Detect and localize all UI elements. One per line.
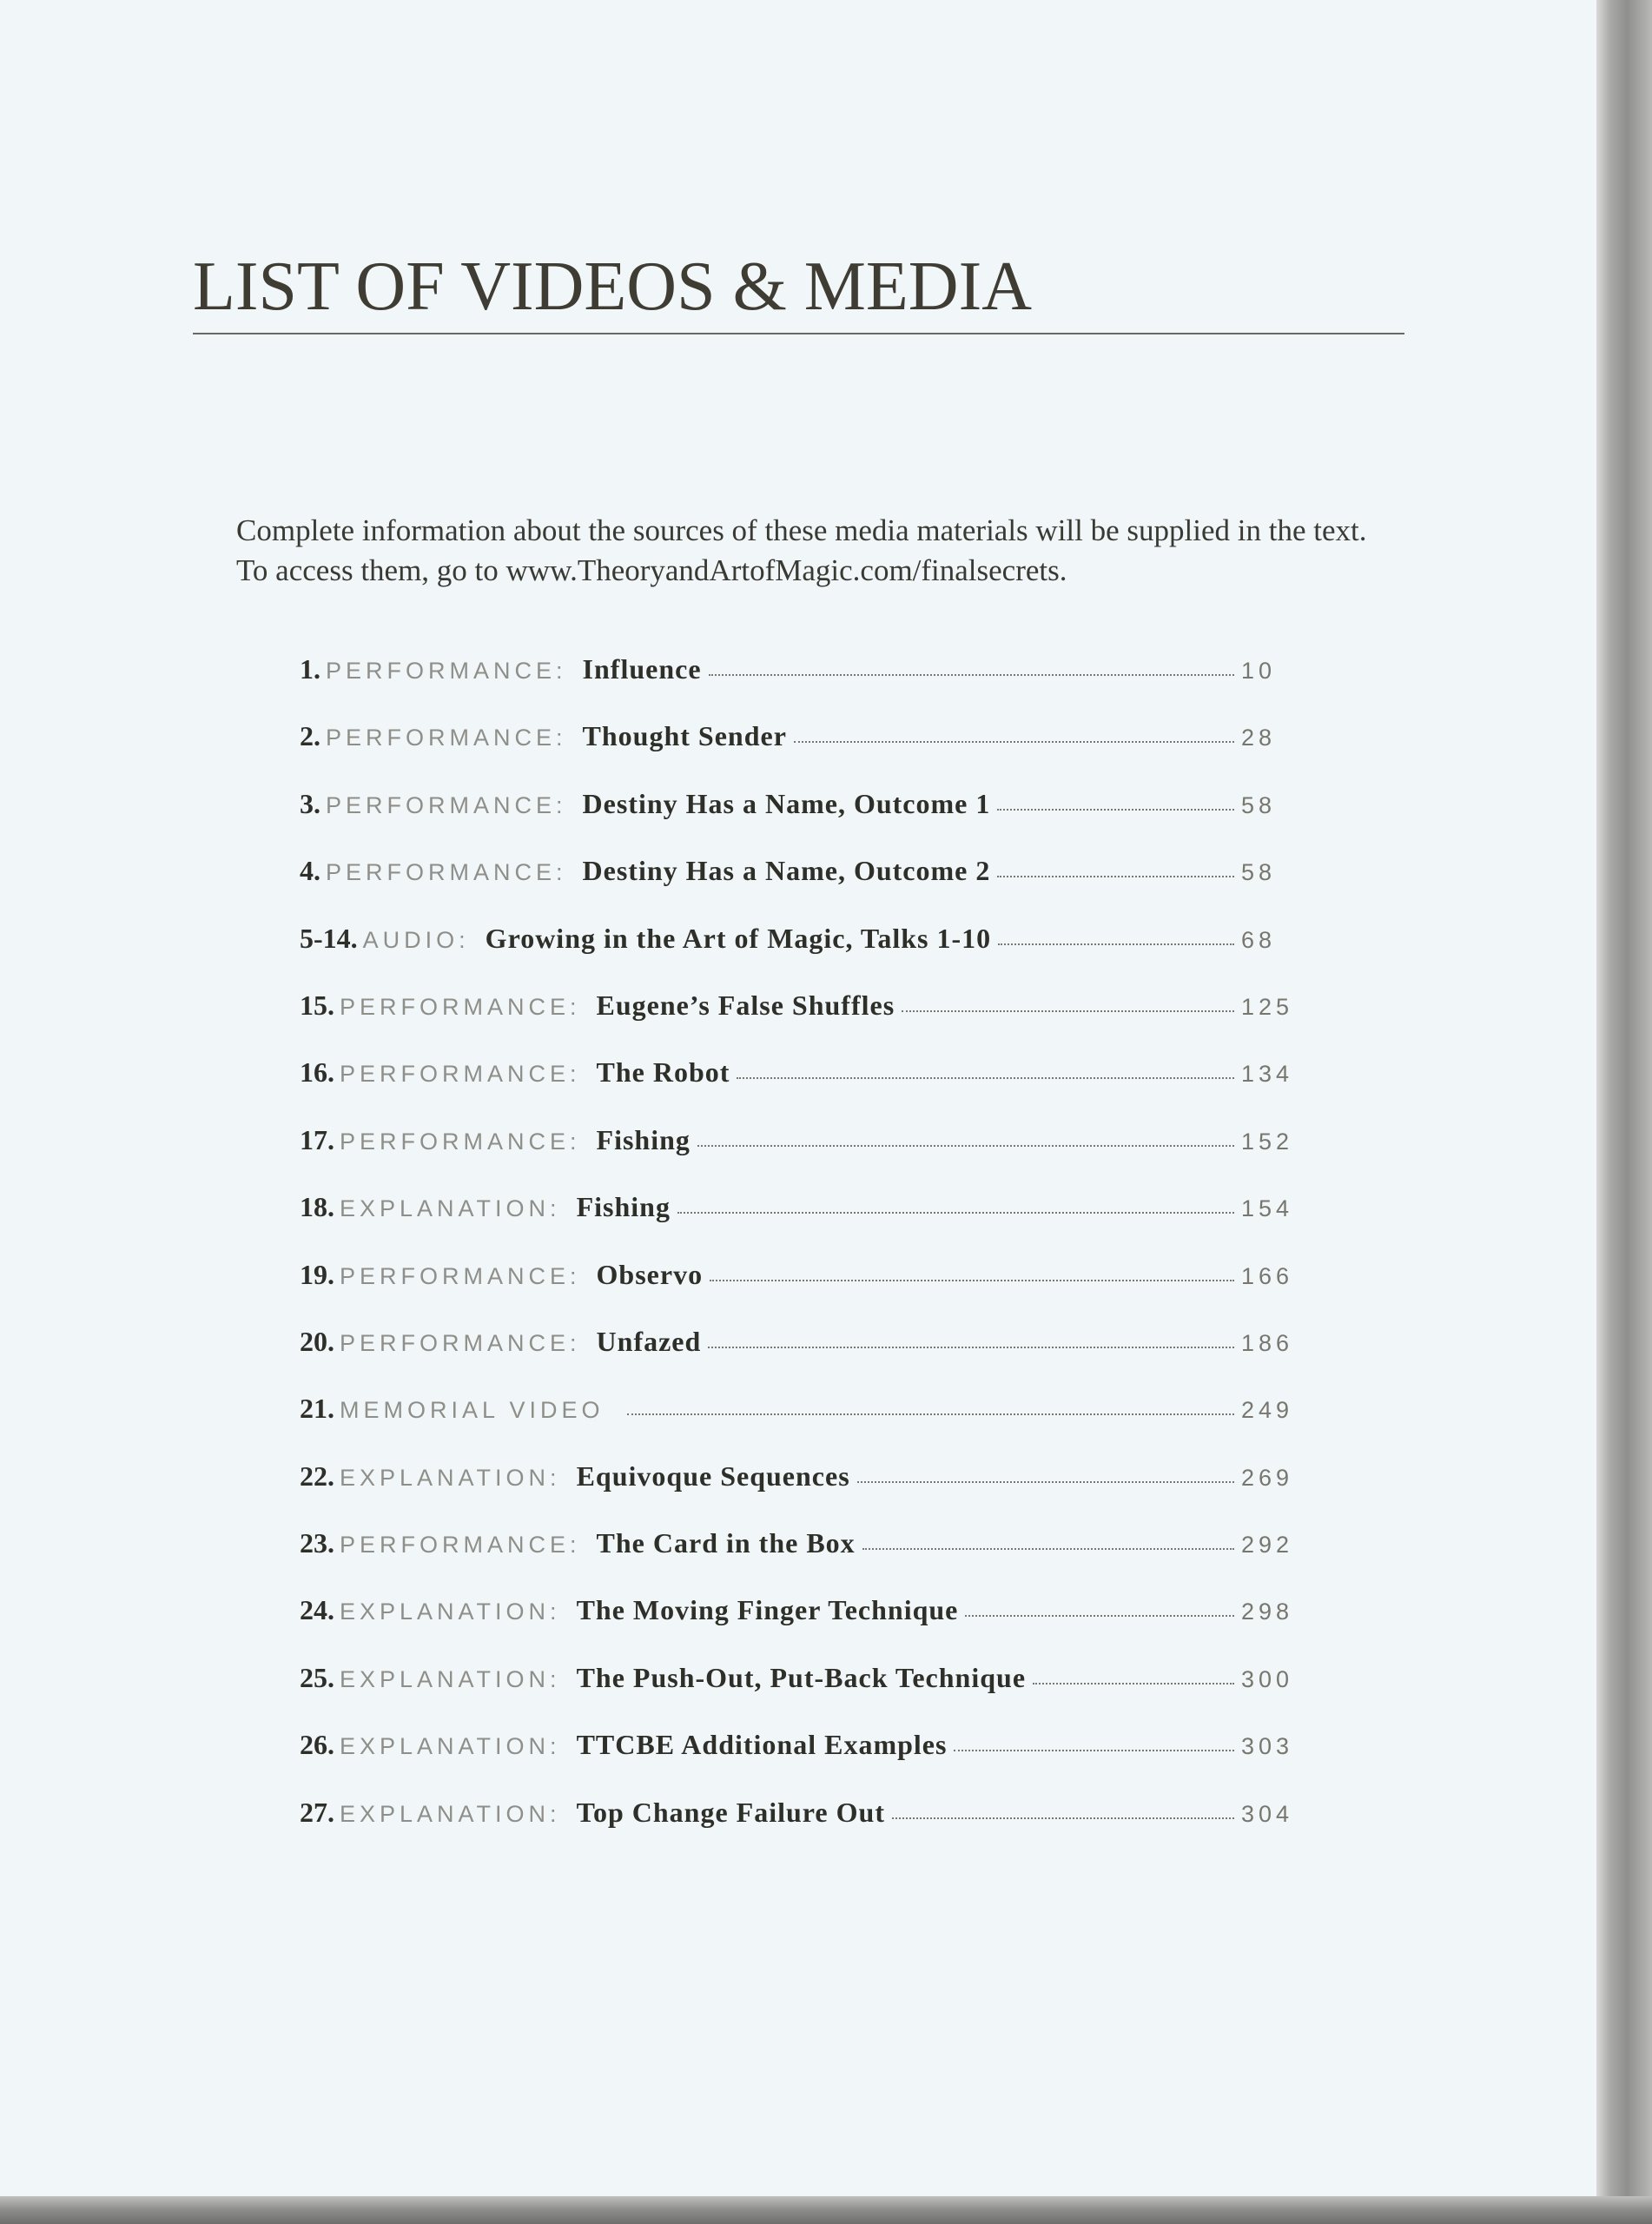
item-number: 18. <box>300 1191 334 1223</box>
dot-leader <box>862 1548 1234 1550</box>
list-item <box>300 923 1300 990</box>
item-number: 23. <box>300 1527 334 1559</box>
item-title: TTCBE Additional Examples <box>576 1729 948 1761</box>
item-category: PERFORMANCE: <box>326 658 567 684</box>
intro-paragraph: Complete information about the sources of these media materials will be supplied in the text. To access them, go to www.TheoryandArtofMagic.com/finalsecrets. <box>236 513 1367 587</box>
list-item <box>300 1393 1300 1460</box>
item-category: EXPLANATION: <box>340 1733 561 1760</box>
item-title: Influence <box>582 653 702 685</box>
item-title: Fishing <box>596 1123 691 1155</box>
item-page-number: 269 <box>1241 1464 1294 1491</box>
item-page-number: 134 <box>1241 1061 1294 1088</box>
dot-leader <box>794 741 1234 743</box>
item-title: Unfazed <box>596 1325 702 1357</box>
item-title: The Card in the Box <box>596 1527 856 1559</box>
item-title: The Robot <box>596 1056 730 1089</box>
item-title: Destiny Has a Name, Outcome 2 <box>582 855 991 887</box>
dot-leader <box>954 1750 1234 1751</box>
item-title: The Moving Finger Technique <box>576 1594 959 1626</box>
item-page-number: 152 <box>1241 1128 1294 1155</box>
item-page-number: 298 <box>1241 1598 1294 1625</box>
list-item <box>300 1124 1300 1191</box>
item-category: PERFORMANCE: <box>326 725 567 751</box>
list-item <box>300 1662 1300 1729</box>
item-number: 4. <box>300 855 320 887</box>
item-number: 20. <box>300 1325 334 1357</box>
dot-leader <box>677 1212 1234 1214</box>
title-underline <box>193 333 1404 334</box>
page-title: LIST OF VIDEOS & MEDIA <box>193 248 1032 325</box>
item-page-number: 249 <box>1241 1397 1294 1424</box>
item-title: Eugene’s False Shuffles <box>596 989 895 1021</box>
dot-leader <box>709 674 1234 676</box>
item-number: 22. <box>300 1460 334 1492</box>
item-page-number: 292 <box>1241 1532 1294 1559</box>
item-number: 27. <box>300 1796 334 1828</box>
dot-leader <box>998 943 1234 945</box>
item-number: 26. <box>300 1729 334 1761</box>
media-list <box>300 653 1300 1863</box>
dot-leader <box>997 876 1234 877</box>
book-edge-right <box>1596 0 1652 2224</box>
item-category: MEMORIAL VIDEO <box>340 1397 605 1424</box>
item-page-number: 154 <box>1241 1195 1294 1222</box>
item-number: 16. <box>300 1056 334 1089</box>
item-number: 24. <box>300 1594 334 1626</box>
item-number: 3. <box>300 787 320 819</box>
item-number: 2. <box>300 720 320 752</box>
dot-leader <box>1033 1683 1234 1685</box>
list-item <box>300 1460 1300 1527</box>
book-edge-bottom <box>0 2196 1652 2224</box>
item-page-number: 303 <box>1241 1733 1294 1760</box>
item-number: 19. <box>300 1258 334 1290</box>
item-title: Destiny Has a Name, Outcome 1 <box>582 787 991 819</box>
dot-leader <box>627 1413 1234 1415</box>
item-title: Fishing <box>576 1191 671 1223</box>
item-category: PERFORMANCE: <box>340 1128 581 1155</box>
list-item <box>300 1056 1300 1123</box>
item-category: PERFORMANCE: <box>340 1061 581 1088</box>
item-category: EXPLANATION: <box>340 1464 561 1491</box>
item-number: 21. <box>300 1393 334 1425</box>
item-category: EXPLANATION: <box>340 1800 561 1827</box>
item-page-number: 125 <box>1241 993 1294 1020</box>
dot-leader <box>892 1817 1234 1819</box>
list-item <box>300 1527 1300 1594</box>
list-item <box>300 1729 1300 1796</box>
item-page-number: 58 <box>1241 859 1277 886</box>
item-category: EXPLANATION: <box>340 1598 561 1625</box>
dot-leader <box>902 1010 1234 1012</box>
item-category: PERFORMANCE: <box>340 1262 581 1289</box>
list-item <box>300 720 1300 787</box>
item-page-number: 28 <box>1241 725 1277 751</box>
item-category: EXPLANATION: <box>340 1665 561 1692</box>
item-category: PERFORMANCE: <box>340 1532 581 1559</box>
dot-leader <box>997 809 1234 811</box>
dot-leader <box>737 1077 1234 1079</box>
item-title: Observo <box>596 1258 704 1290</box>
item-page-number: 304 <box>1241 1800 1294 1827</box>
item-category: PERFORMANCE: <box>340 993 581 1020</box>
item-title: Thought Sender <box>582 720 787 752</box>
item-category: PERFORMANCE: <box>326 791 567 818</box>
item-number: 17. <box>300 1123 334 1155</box>
list-item <box>300 1797 1300 1863</box>
item-number: 5-14. <box>300 922 358 954</box>
list-item <box>300 1594 1300 1661</box>
list-item <box>300 788 1300 855</box>
item-number: 15. <box>300 989 334 1021</box>
item-page-number: 300 <box>1241 1665 1294 1692</box>
item-title: Growing in the Art of Magic, Talks 1-10 <box>485 922 992 954</box>
list-item <box>300 855 1300 922</box>
dot-leader <box>857 1481 1234 1483</box>
item-title: The Push-Out, Put-Back Technique <box>576 1661 1027 1693</box>
item-page-number: 68 <box>1241 926 1277 953</box>
item-title: Top Change Failure Out <box>576 1796 885 1828</box>
list-item <box>300 1326 1300 1393</box>
list-item <box>300 1259 1300 1326</box>
item-category: AUDIO: <box>362 926 470 953</box>
item-page-number: 10 <box>1241 658 1277 684</box>
item-category: PERFORMANCE: <box>326 859 567 886</box>
item-number: 1. <box>300 653 320 685</box>
item-category: PERFORMANCE: <box>340 1329 581 1356</box>
dot-leader <box>708 1347 1234 1348</box>
item-page-number: 58 <box>1241 791 1277 818</box>
item-page-number: 166 <box>1241 1262 1294 1289</box>
item-number: 25. <box>300 1661 334 1693</box>
item-page-number: 186 <box>1241 1329 1294 1356</box>
dot-leader <box>965 1615 1234 1617</box>
list-item <box>300 653 1300 720</box>
list-item <box>300 1191 1300 1258</box>
item-title: Equivoque Sequences <box>576 1460 850 1492</box>
dot-leader <box>697 1145 1234 1147</box>
dot-leader <box>710 1280 1234 1281</box>
item-category: EXPLANATION: <box>340 1195 561 1222</box>
list-item <box>300 990 1300 1056</box>
